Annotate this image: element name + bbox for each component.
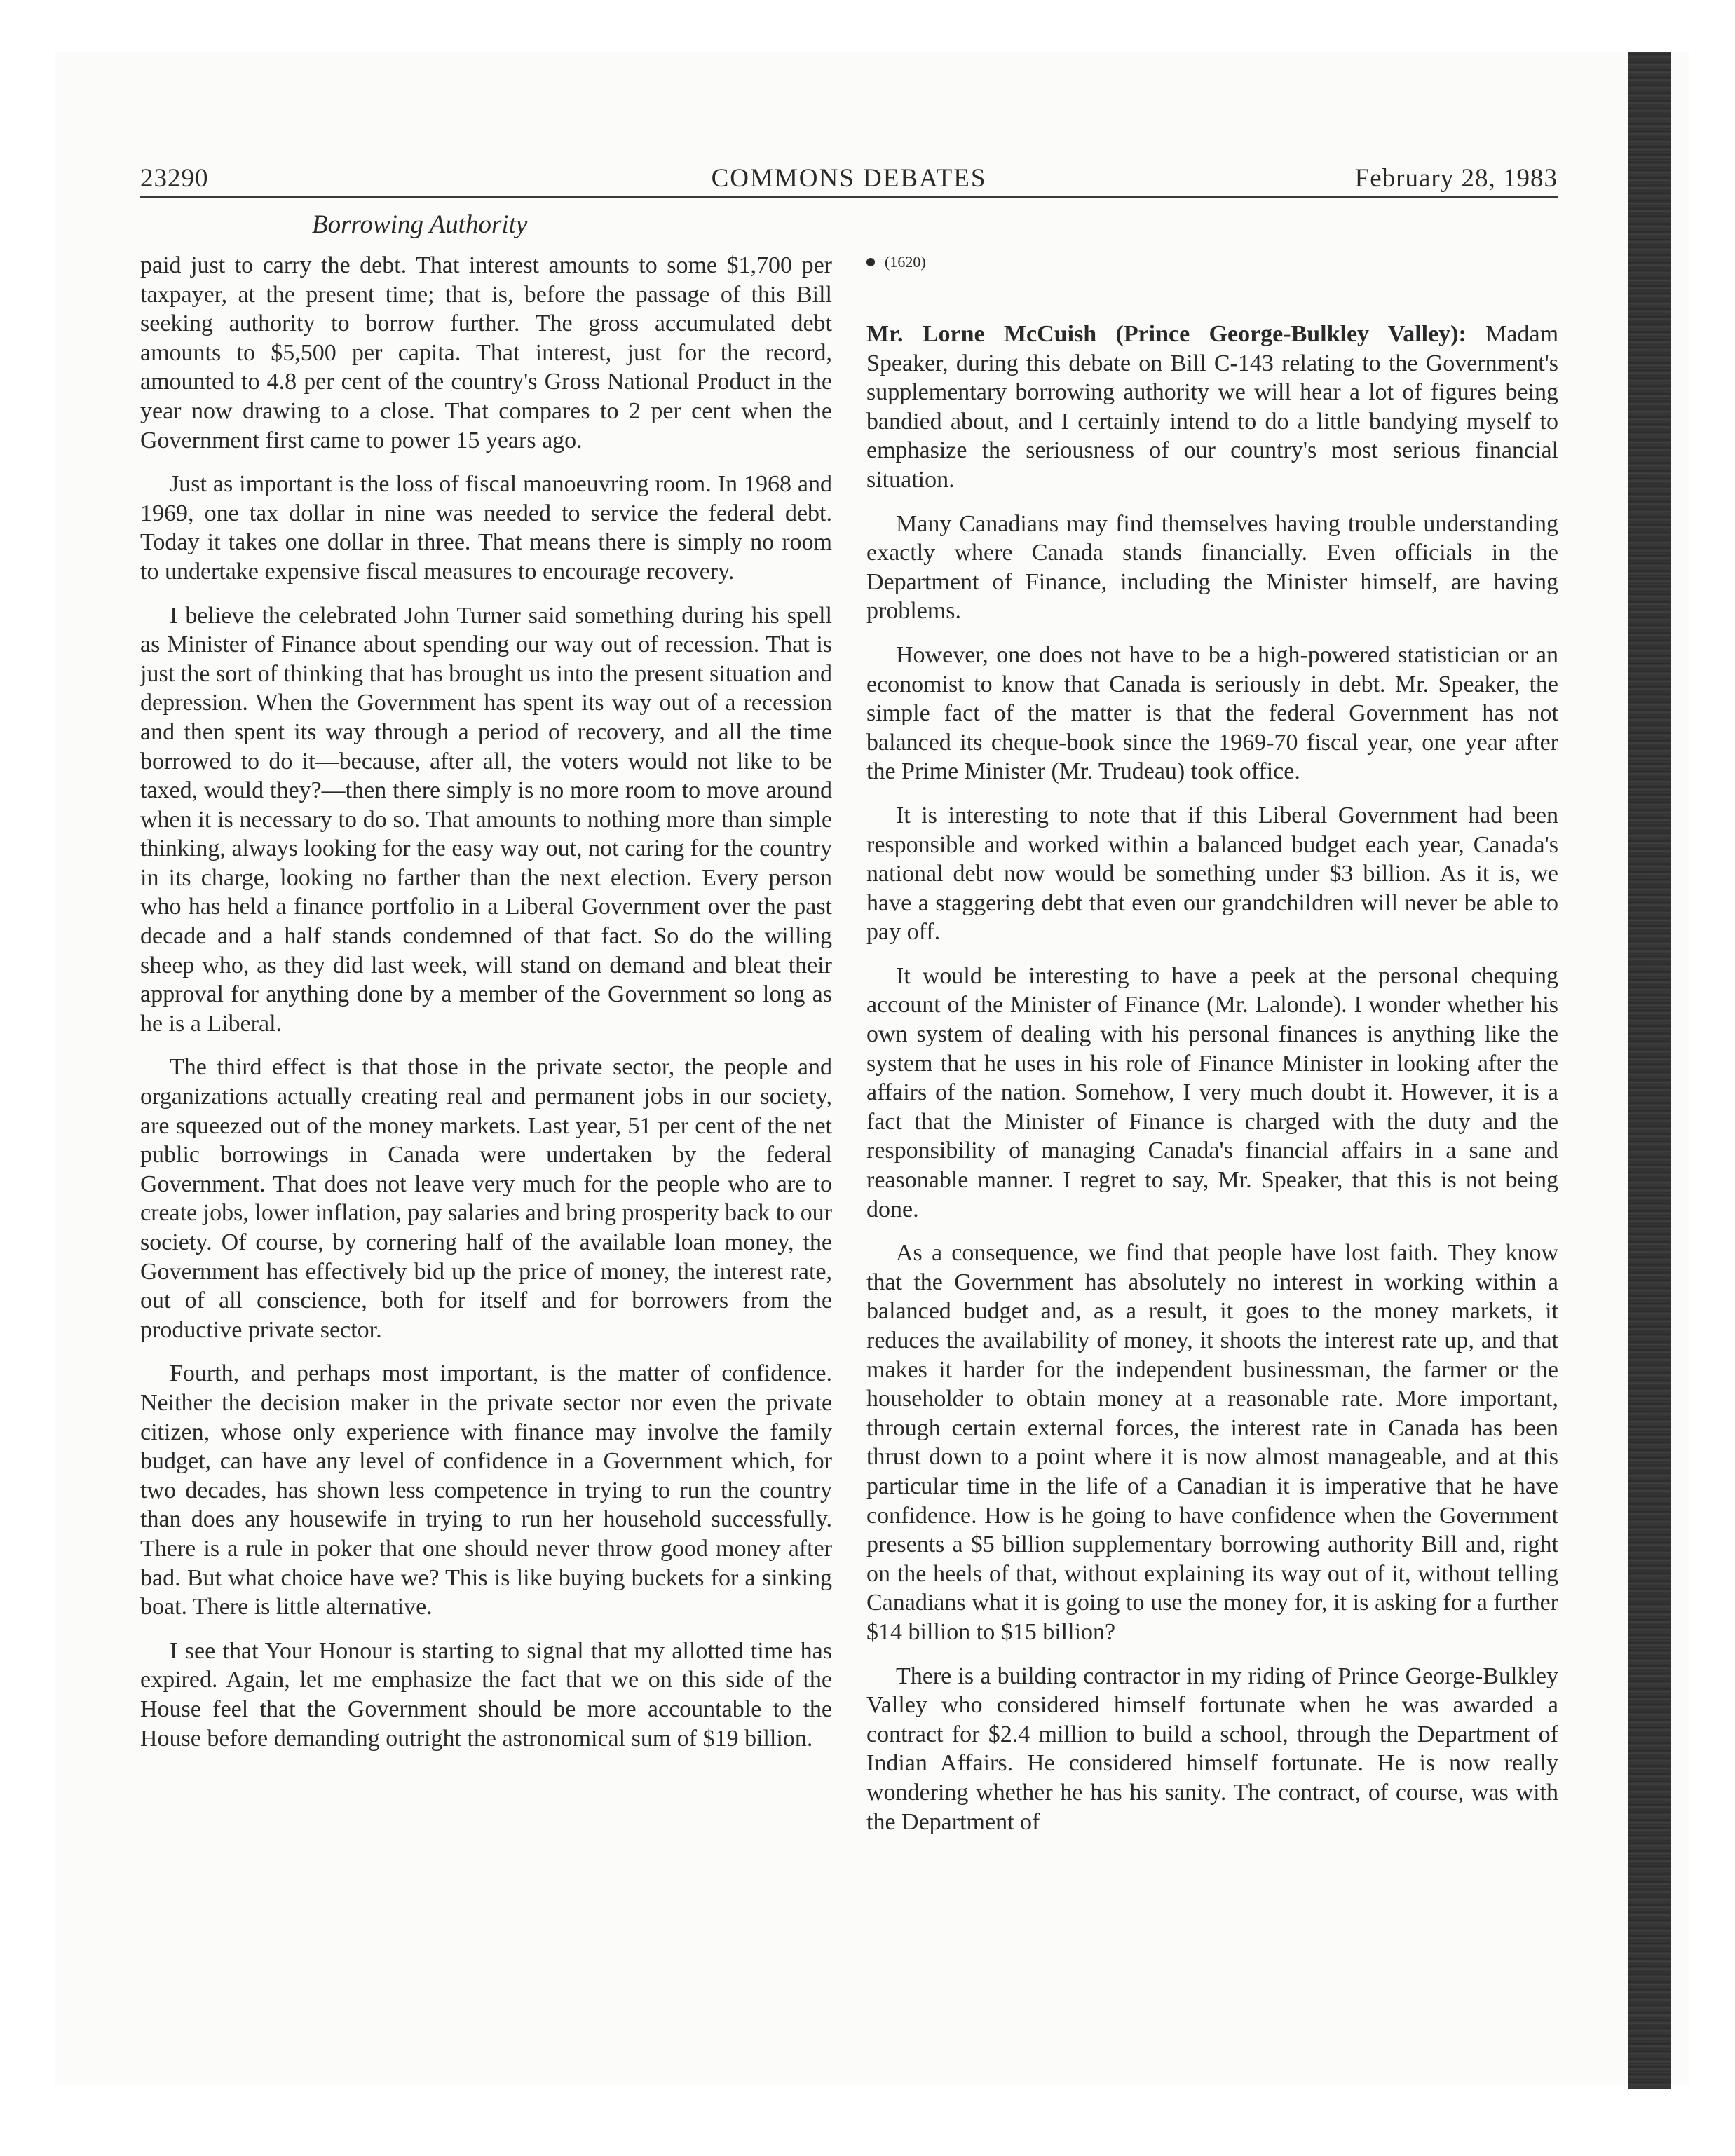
paragraph: However, one does not have to be a high-powered statistician or an economist to know that Canada is seriously in debt. Mr. Speaker, the simple fact of the matter is that the federal Government has not balanced its cheque-book since the 1969-70 fiscal year, one year after the Prime Minister (Mr. Trudeau) took office. bbox=[866, 641, 1558, 785]
paragraph: I believe the celebrated John Turner said something during his spell as Minister of Finance about spending our way out of recession. That is just the sort of thinking that has brought us into the present situation and depression. When the Government has spent its way out of a recession and then spent its way through a period of recovery, and all the time borrowed to do it—because, after all, the voters would not like to be taxed, would they?—then there simply is no more room to move around when it is necessary to do so. That amounts to nothing more than simple thinking, always looking for the easy way out, not caring for the country in its charge, looking no farther than the next election. Every person who has held a finance portfolio in a Liberal Government over the past decade and a half stands condemned of that fact. So do the willing sheep who, as they did last week, will stand on demand and bleat their approval for anything done by a member of the Government so long as he is a Liberal. bbox=[140, 602, 832, 1037]
journal-title: COMMONS DEBATES bbox=[711, 164, 987, 193]
time-marker bbox=[866, 251, 1558, 273]
issue-date: February 28, 1983 bbox=[1354, 164, 1558, 193]
speaker-paragraph bbox=[866, 320, 1558, 495]
speaker-text: Madam Speaker, during this debate on Bill C-143 relating to the Government's supplementary borrowing authority we will hear a lot of figures being bandied about, and I certainly intend to do a little bandying myself to emphasize the seriousness of our country's most serious financial situation. bbox=[866, 321, 1559, 493]
paragraph: Fourth, and perhaps most important, is the matter of confidence. Neither the decision maker in the private sector nor even the private citizen, whose only experience with finance may involve the family budget, can have any level of confidence in a Government which, for two decades, has shown less competence in trying to run the country than does any housewife in trying to run her household successfully. There is a rule in poker that one should never throw good money after bad. But what choice have we? This is like buying buckets for a sinking boat. There is little alternative. bbox=[140, 1360, 832, 1621]
page-number: 23290 bbox=[140, 164, 209, 193]
right-column bbox=[866, 251, 1558, 1851]
scan-shadow-edge bbox=[1628, 52, 1671, 2089]
running-header bbox=[140, 163, 1558, 195]
paragraph: Many Canadians may find themselves having trouble understanding exactly where Canada stands financially. Even officials in the Department of Finance, including the Minister himself, are having problems. bbox=[866, 510, 1558, 625]
paragraph: It would be interesting to have a peek at the personal chequing account of the Minister of Finance (Mr. Lalonde). I wonder whether his own system of dealing with his personal finances is anything like the system that he uses in his role of Finance Minister in looking after the affairs of the nation. Somehow, I very much doubt it. However, it is a fact that the Minister of Finance is charged with the duty and the responsibility of managing Canada's financial affairs in a sane and reasonable manner. I regret to say, Mr. Speaker, that this is not being done. bbox=[866, 962, 1558, 1222]
paragraph: As a consequence, we find that people have lost faith. They know that the Government has absolutely no interest in working within a balanced budget and, as a result, it goes to the money markets, it reduces the availability of money, it shoots the interest rate up, and that makes it harder for the independent businessman, the farmer or the householder to obtain money at a reasonable rate. More important, through certain external forces, the interest rate in Canada has been thrust down to a point where it is now almost manageable, and at this particular time in the life of a Canadian it is imperative that he have confidence. How is he going to have confidence when the Government presents a $5 billion supplementary borrowing authority Bill and, right on the heels of that, without explaining its way out of it, without telling Canadians what it is going to use the money for, it is asking for a further $14 billion to $15 billion? bbox=[866, 1240, 1558, 1645]
time-marker-text: (1620) bbox=[885, 253, 926, 271]
speaker-name: Mr. Lorne McCuish (Prince George-Bulkley Valley): bbox=[866, 321, 1467, 347]
left-column bbox=[140, 251, 832, 1768]
paragraph: Just as important is the loss of fiscal manoeuvring room. In 1968 and 1969, one tax dollar in nine was needed to service the federal debt. Today it takes one dollar in three. That means there is simply no room to undertake expensive fiscal measures to encourage recovery. bbox=[140, 471, 832, 585]
paragraph: The third effect is that those in the private sector, the people and organizations actually creating real and permanent jobs in our society, are squeezed out of the money markets. Last year, 51 per cent of the net public borrowings in Canada were undertaken by the federal Government. That does not leave very much for the people who are to create jobs, lower inflation, pay salaries and bring prosperity back to our society. Of course, by cornering half of the available loan money, the Government has effectively bid up the price of money, the interest rate, out of all conscience, both for itself and for borrowers from the productive private sector. bbox=[140, 1054, 832, 1343]
paragraph: I see that Your Honour is starting to signal that my allotted time has expired. Again, let me emphasize the fact that we on this side of the House feel that the Government should be more accountable to the House before demanding outright the astronomical sum of $19 billion. bbox=[140, 1637, 832, 1752]
paragraph: It is interesting to note that if this Liberal Government had been responsible and worked within a balanced budget each year, Canada's national debt now would be something under $3 billion. As it is, we have a staggering debt that even our grandchildren will never be able to pay off. bbox=[866, 802, 1558, 946]
paragraph: There is a building contractor in my riding of Prince George-Bulkley Valley who considered himself fortunate when he was awarded a contract for $2.4 million to build a school, through the Department of Indian Affairs. He considered himself fortunate. He is now really wondering whether he has his sanity. The contract, of course, was with the Department of bbox=[866, 1663, 1558, 1835]
bullet-icon bbox=[866, 258, 875, 266]
header-rule bbox=[140, 196, 1558, 198]
section-title: Borrowing Authority bbox=[312, 210, 528, 239]
paragraph: paid just to carry the debt. That interest amounts to some $1,700 per taxpayer, at the present time; that is, before the passage of this Bill seeking authority to borrow further. The gross accumulated debt amounts to $5,500 per capita. That interest, just for the record, amounted to 4.8 per cent of the country's Gross National Product in the year now drawing to a close. That compares to 2 per cent when the Government first came to power 15 years ago. bbox=[140, 252, 832, 453]
